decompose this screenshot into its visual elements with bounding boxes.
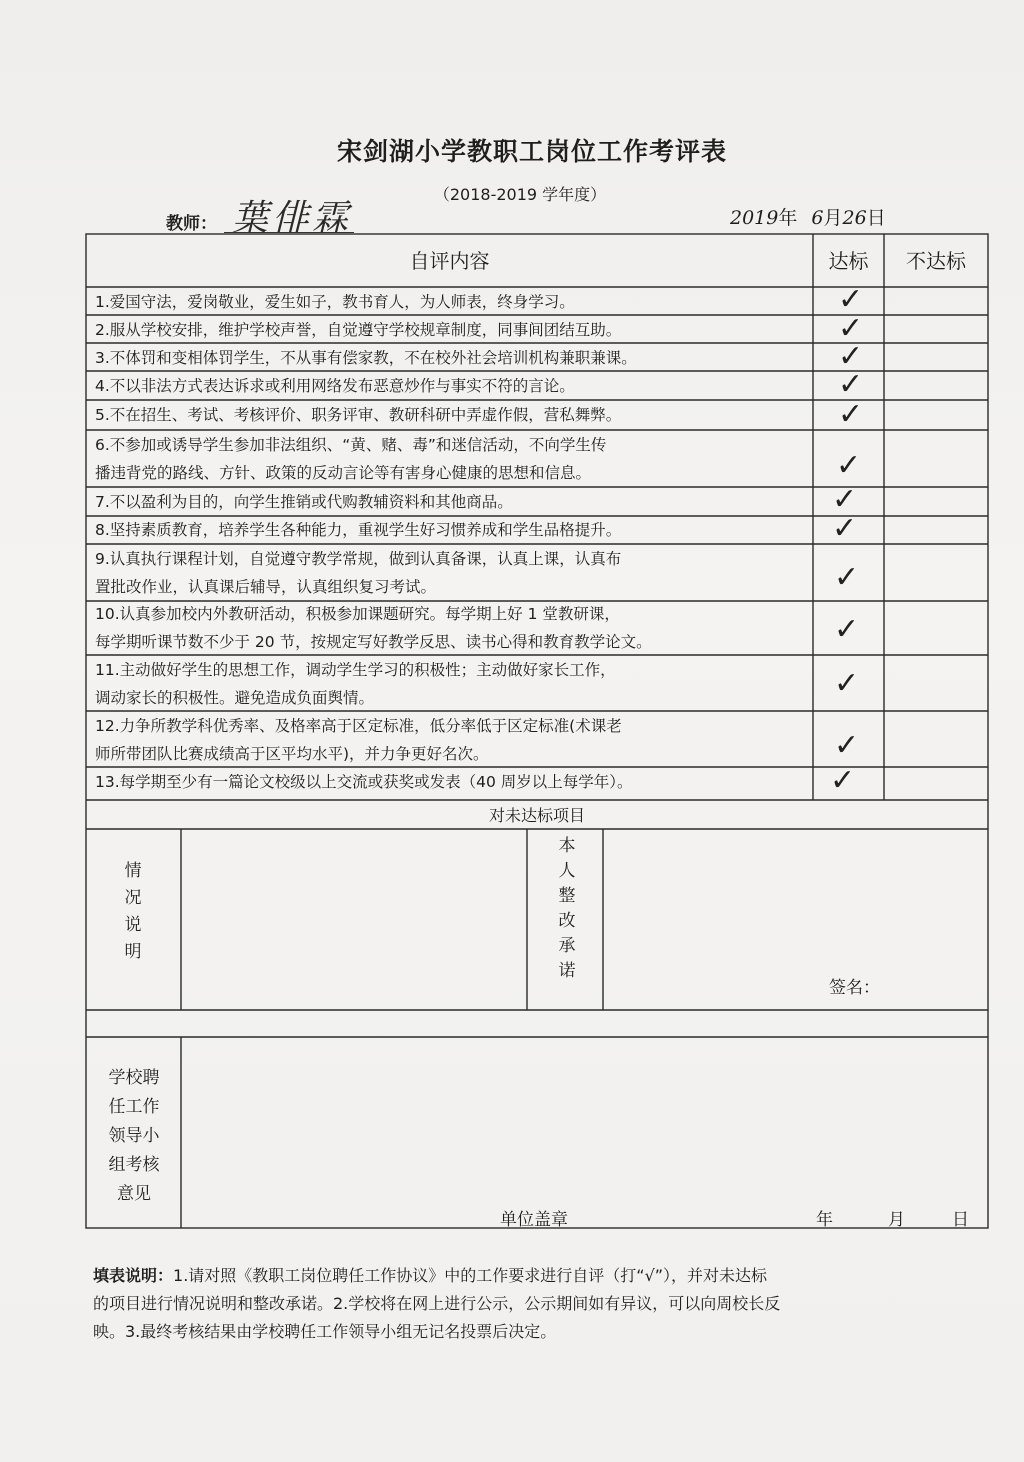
promise-label-char-4: 改 xyxy=(558,911,576,931)
promise-label-char-1: 本 xyxy=(558,836,576,856)
item-13-line-1: 13.每学期至少有一篇论文校级以上交流或获奖或发表（40 周岁以上每学年）。 xyxy=(95,773,633,791)
promise-label-char-5: 承 xyxy=(558,936,576,956)
item-7-line-1: 7.不以盈利为目的，向学生推销或代购教辅资料和其他商品。 xyxy=(95,493,513,511)
item-2 xyxy=(95,316,621,344)
promise-label xyxy=(552,834,582,984)
promise-label-char-3: 整 xyxy=(558,886,576,906)
date-year-unit: 年 xyxy=(778,207,798,229)
item-2-line-1: 2.服从学校安排，维护学校声誉，自觉遵守学校规章制度，同事间团结互助。 xyxy=(95,321,622,339)
item-7 xyxy=(95,488,513,516)
header-pass: 达标 xyxy=(828,249,869,273)
item-3-pass-check: ✓ xyxy=(838,339,864,374)
instructions-heading: 填表说明： xyxy=(93,1266,174,1285)
sign-label: 签名： xyxy=(829,978,880,998)
item-10 xyxy=(95,600,652,656)
date-year: 2019 xyxy=(730,207,779,229)
item-12-line-1: 12.力争所教学科优秀率、及格率高于区定标准，低分率低于区定标准(术课老 xyxy=(95,717,622,735)
review-label-line-2: 任工作 xyxy=(108,1097,160,1117)
item-9 xyxy=(95,545,621,601)
unmet-section-title: 对未达标项目 xyxy=(488,806,585,825)
date-month: 6 xyxy=(811,207,824,229)
item-8-line-1: 8.坚持素质教育，培养学生各种能力，重视学生好习惯养成和学生品格提升。 xyxy=(95,521,622,539)
review-year-label: 年 xyxy=(816,1210,833,1230)
item-5-pass-check: ✓ xyxy=(838,397,864,432)
item-3 xyxy=(95,344,637,372)
item-1-pass-check: ✓ xyxy=(838,282,864,317)
school-year: （2018-2019 学年度） xyxy=(433,185,607,204)
item-1-line-1: 1.爱国守法，爱岗敬业，爱生如子，教书育人，为人师表，终身学习。 xyxy=(95,293,575,311)
item-13 xyxy=(95,768,633,796)
item-10-line-1: 10.认真参加校内外教研活动，积极参加课题研究。每学期上好 1 堂教研课， xyxy=(95,605,620,623)
item-8 xyxy=(95,516,621,544)
review-month-label: 月 xyxy=(888,1210,905,1230)
review-label-line-5: 意见 xyxy=(117,1184,151,1204)
promise-label-char-2: 人 xyxy=(558,861,576,881)
item-5 xyxy=(95,401,621,429)
review-label-line-3: 领导小 xyxy=(108,1126,160,1146)
teacher-name-signature: 葉俳霖 xyxy=(232,198,353,239)
seal-label: 单位盖章 xyxy=(500,1210,568,1230)
promise-label-char-6: 诺 xyxy=(558,961,576,981)
fill-instructions xyxy=(93,1262,993,1346)
item-8-pass-check: ✓ xyxy=(832,511,858,546)
item-1 xyxy=(95,288,575,316)
item-6-line-1: 6.不参加或诱导学生参加非法组织、“黄、赌、毒”和迷信活动，不向学生传 xyxy=(95,436,607,454)
item-4-pass-check: ✓ xyxy=(838,367,864,402)
item-5-line-1: 5.不在招生、考试、考核评价、职务评审、教研科研中弄虚作假，营私舞弊。 xyxy=(95,406,622,424)
item-10-line-2: 每学期听课节数不少于 20 节，按规定写好教学反思、读书心得和教育教学论文。 xyxy=(95,633,652,651)
situation-label-char-2: 况 xyxy=(124,888,142,908)
item-6-pass-check: ✓ xyxy=(836,448,862,483)
item-12-pass-check: ✓ xyxy=(834,728,860,763)
situation-input-area[interactable] xyxy=(183,831,525,1008)
review-input-area[interactable] xyxy=(183,1039,986,1199)
item-11-line-2: 调动家长的积极性。避免造成负面舆情。 xyxy=(95,689,375,707)
date-day-unit: 日 xyxy=(866,207,886,229)
item-7-pass-check: ✓ xyxy=(832,482,858,517)
review-day-label: 日 xyxy=(952,1210,969,1230)
item-11-line-1: 11.主动做好学生的思想工作，调动学生学习的积极性；主动做好家长工作， xyxy=(95,661,616,679)
review-label xyxy=(96,1064,172,1209)
instructions-line-3: 映。3.最终考核结果由学校聘任工作领导小组无记名投票后决定。 xyxy=(93,1322,557,1341)
instructions-line-2: 的项目进行情况说明和整改承诺。2.学校将在网上进行公示，公示期间如有异议，可以向周校长反 xyxy=(93,1294,781,1313)
item-12 xyxy=(95,712,622,768)
review-label-line-4: 组考核 xyxy=(108,1155,160,1175)
item-6-line-2: 播违背党的路线、方针、政策的反动言论等有害身心健康的思想和信息。 xyxy=(95,464,592,482)
situation-label-char-3: 说 xyxy=(124,915,142,935)
item-12-line-2: 师所带团队比赛成绩高于区平均水平)，并力争更好名次。 xyxy=(95,745,489,763)
item-13-pass-check: ✓ xyxy=(830,763,856,798)
review-label-line-1: 学校聘 xyxy=(108,1068,160,1088)
item-11 xyxy=(95,656,616,712)
promise-input-area[interactable] xyxy=(605,831,986,1008)
item-9-line-2: 置批改作业，认真课后辅导，认真组织复习考试。 xyxy=(95,578,437,596)
date-month-unit: 月 xyxy=(823,207,843,229)
header-fail: 不达标 xyxy=(906,249,966,273)
item-3-line-1: 3.不体罚和变相体罚学生，不从事有偿家教，不在校外社会培训机构兼职兼课。 xyxy=(95,349,637,367)
instructions-line-1: 1.请对照《教职工岗位聘任工作协议》中的工作要求进行自评（打“√”），并对未达标 xyxy=(173,1266,768,1285)
item-9-pass-check: ✓ xyxy=(834,560,860,595)
item-10-pass-check: ✓ xyxy=(834,612,860,647)
item-11-pass-check: ✓ xyxy=(834,666,860,701)
situation-label-char-4: 明 xyxy=(124,942,142,962)
item-2-pass-check: ✓ xyxy=(838,311,864,346)
item-4 xyxy=(95,372,575,400)
item-4-line-1: 4.不以非法方式表达诉求或利用网络发布恶意炒作与事实不符的言论。 xyxy=(95,377,575,395)
item-9-line-1: 9.认真执行课程计划，自觉遵守教学常规，做到认真备课，认真上课，认真布 xyxy=(95,550,622,568)
situation-label-char-1: 情 xyxy=(124,861,142,881)
date-day: 26 xyxy=(842,207,867,229)
header-content: 自评内容 xyxy=(409,249,490,273)
situation-label xyxy=(118,858,148,966)
form-title: 宋剑湖小学教职工岗位工作考评表 xyxy=(336,137,727,166)
item-6 xyxy=(95,431,606,487)
teacher-label: 教师： xyxy=(166,214,217,234)
